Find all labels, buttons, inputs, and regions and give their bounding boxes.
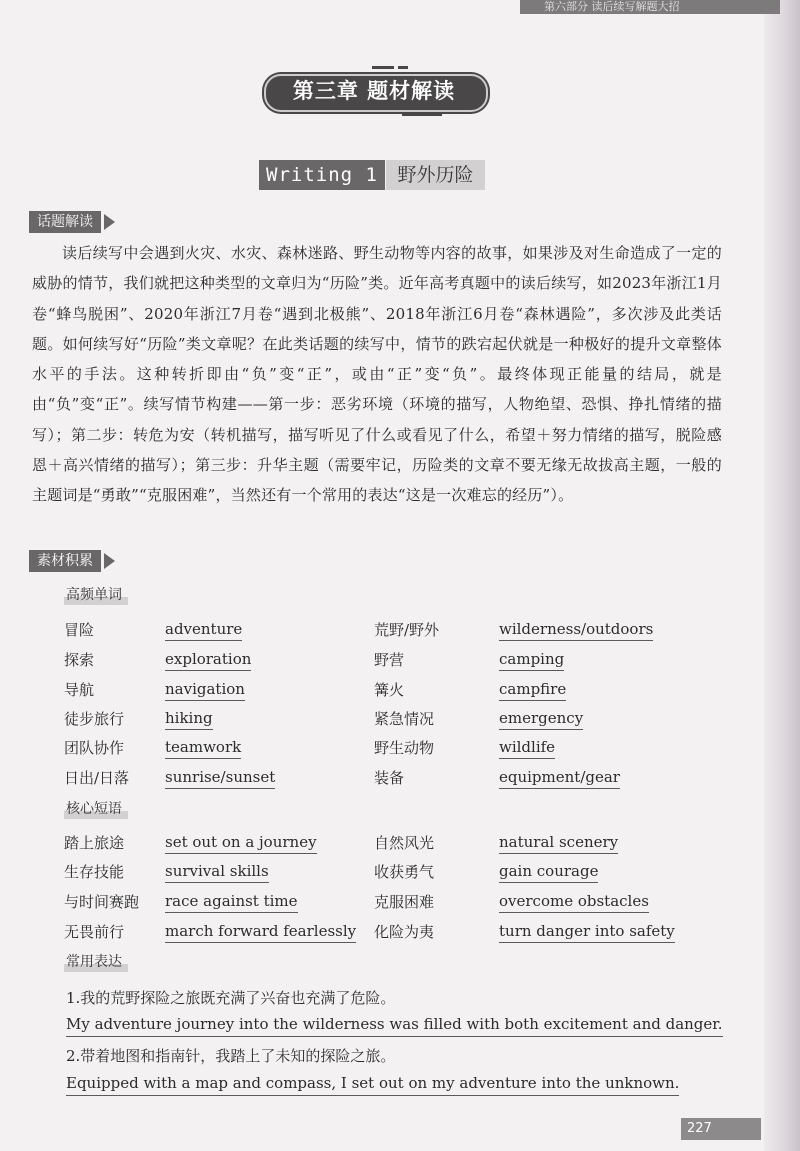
chapter-decoration <box>402 113 442 116</box>
phrase-cn: 无畏前行 <box>64 923 125 941</box>
vocab-cn: 装备 <box>374 769 405 787</box>
phrase-row <box>0 921 800 949</box>
vocab-en: wildlife <box>499 737 555 759</box>
phrase-row <box>0 861 800 889</box>
vocab-en: camping <box>499 649 564 671</box>
phrase-en: race against time <box>165 891 298 913</box>
vocab-en: exploration <box>165 649 251 671</box>
phrase-cn: 踏上旅途 <box>64 834 125 852</box>
phrase-en: gain courage <box>499 861 598 883</box>
chapter-banner <box>252 66 496 116</box>
vocab-cn: 荒野/野外 <box>374 621 440 639</box>
play-arrow-icon <box>104 214 115 230</box>
vocab-cn: 探索 <box>64 651 95 669</box>
vocab-en: sunrise/sunset <box>165 767 275 789</box>
phrase-en: natural scenery <box>499 832 618 854</box>
phrase-en: march forward fearlessly <box>165 921 356 943</box>
vocab-en: equipment/gear <box>499 767 620 789</box>
phrase-cn: 自然风光 <box>374 834 435 852</box>
vocab-row <box>0 619 800 647</box>
section-tag-label: 话题解读 <box>29 211 101 233</box>
vocab-cn: 篝火 <box>374 681 405 699</box>
section-tag-label: 素材积累 <box>29 550 101 572</box>
vocab-cn: 冒险 <box>64 621 95 639</box>
phrase-cn: 收获勇气 <box>374 863 435 881</box>
vocab-cn: 野营 <box>374 651 405 669</box>
section-tag-material <box>29 549 115 573</box>
intro-paragraph: 读后续写中会遇到火灾、水灾、森林迷路、野生动物等内容的故事，如果涉及对生命造成了一定的威胁的情节，我们就把这种类型的文章归为“历险”类。近年高考真题中的读后续写，如2023年浙江1月卷“蜂鸟脱困”、2020年浙江7月卷“遇到北极熊”、2018年浙江6月卷“森林遇险”，多次涉及此类话题。如何续写好“历险”类文章呢？在此类话题的续写中，情节的跌宕起伏就是一种极好的提升文章整体水平的手法。这种转折即由“负”变“正”，或由“正”变“负”。最终体现正能量的结局，就是由“负”变“正”。续写情节构建——第一步：恶劣环境（环境的描写，人物绝望、恐惧、挣扎情绪的描写）；第二步：转危为安（转机描写，描写听见了什么或看见了什么，希望＋努力情绪的描写，脱险感恩＋高兴情绪的描写）；第三步：升华主题（需要牢记，历险类的文章不要无缘无故拔高主题，一般的主题词是“勇敢”“克服困难”，当然还有一个常用的表达“这是一次难忘的经历”）。 <box>32 244 722 505</box>
section-tag-topic <box>29 210 115 234</box>
expression-en: Equipped with a map and compass, I set out on my adventure into the unknown. <box>66 1073 679 1096</box>
vocab-en: wilderness/outdoors <box>499 619 653 641</box>
phrase-en: survival skills <box>165 861 269 883</box>
vocab-row <box>0 708 800 736</box>
vocab-cn: 紧急情况 <box>374 710 435 728</box>
chapter-decoration <box>398 66 408 69</box>
phrase-en: set out on a journey <box>165 832 317 854</box>
vocab-en: campfire <box>499 679 566 701</box>
vocab-row <box>0 737 800 765</box>
page-edge <box>764 0 800 1151</box>
phrase-cn: 与时间赛跑 <box>64 893 140 911</box>
page-number: 227 <box>681 1118 761 1140</box>
vocabulary-heading: 高频单词 <box>66 584 122 604</box>
vocab-en: adventure <box>165 619 242 641</box>
play-arrow-icon <box>104 553 115 569</box>
phrases-heading: 核心短语 <box>66 798 122 818</box>
chapter-title: 第三章 题材解读 <box>292 79 456 103</box>
expression-en: My adventure journey into the wilderness was filled with both excitement and danger. <box>66 1014 723 1037</box>
expression-cn: 2.带着地图和指南针，我踏上了未知的探险之旅。 <box>66 1047 396 1065</box>
running-header: 第六部分 读后续写解题大招 <box>520 0 780 14</box>
vocab-en: teamwork <box>165 737 241 759</box>
writing-topic: 野外历险 <box>386 160 485 190</box>
chapter-decoration <box>372 66 394 69</box>
phrase-row <box>0 891 800 919</box>
phrase-cn: 生存技能 <box>64 863 125 881</box>
vocab-row <box>0 767 800 795</box>
vocab-row <box>0 679 800 707</box>
vocab-cn: 日出/日落 <box>64 769 130 787</box>
vocab-cn: 野生动物 <box>374 739 435 757</box>
vocab-cn: 导航 <box>64 681 95 699</box>
vocab-en: hiking <box>165 708 213 730</box>
phrase-cn: 克服困难 <box>374 893 435 911</box>
vocab-row <box>0 649 800 677</box>
vocab-en: emergency <box>499 708 583 730</box>
expression-cn: 1.我的荒野探险之旅既充满了兴奋也充满了危险。 <box>66 989 396 1007</box>
phrase-en: overcome obstacles <box>499 891 649 913</box>
expressions-heading: 常用表达 <box>66 951 122 971</box>
vocab-cn: 团队协作 <box>64 739 125 757</box>
phrase-en: turn danger into safety <box>499 921 675 943</box>
writing-label: Writing 1 <box>259 160 385 190</box>
vocab-cn: 徒步旅行 <box>64 710 125 728</box>
phrase-cn: 化险为夷 <box>374 923 435 941</box>
vocab-en: navigation <box>165 679 245 701</box>
phrase-row <box>0 832 800 860</box>
